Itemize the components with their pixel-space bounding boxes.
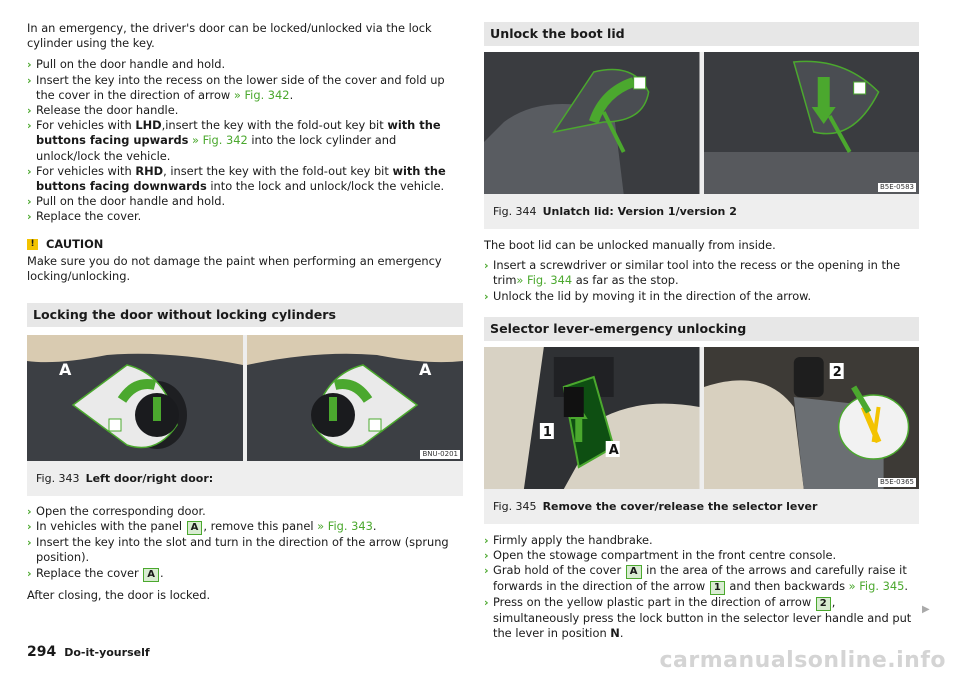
list-item: › Replace the cover. bbox=[27, 209, 142, 224]
page-footer bbox=[27, 644, 150, 660]
fig-link[interactable]: » Fig. 343 bbox=[317, 519, 373, 534]
selector-image-2 bbox=[704, 347, 920, 489]
section-heading: Unlock the boot lid bbox=[484, 22, 919, 46]
ref-a: A bbox=[626, 565, 642, 579]
door-right-image bbox=[247, 335, 463, 461]
selector-image-1 bbox=[484, 347, 700, 489]
list-item: › For vehicles with RHD, insert the key with the fold-out key bit with the buttons facing downwards into the lock and unlock/lock the vehicle. bbox=[27, 163, 446, 194]
figure-343 bbox=[27, 335, 463, 496]
ref-2: 2 bbox=[816, 597, 831, 611]
figure-345 bbox=[484, 347, 919, 524]
list-item: › For vehicles with LHD,insert the key with the fold-out key bit with the buttons facing upwards » Fig. 342 into the lock cylinder and unlock/lock the vehicle. bbox=[27, 118, 441, 163]
page-number: 294 bbox=[27, 644, 57, 660]
list-item: › Release the door handle. bbox=[27, 103, 179, 118]
continue-arrow-icon: ▶ bbox=[922, 604, 930, 615]
after-text: After closing, the door is locked. bbox=[27, 587, 211, 602]
figure-caption: Fig. 345 Remove the cover/release the selector lever bbox=[493, 499, 818, 513]
footer-section: Do-it-yourself bbox=[64, 646, 150, 659]
figure-code: BNU-0201 bbox=[422, 450, 458, 459]
list-item: › Grab hold of the cover A in the area of the arrows and carefully raise it forwards in the direction of the arrow 1 and then backwards » Fig. 345. bbox=[484, 563, 908, 594]
list-item: › Replace the cover A . bbox=[27, 565, 164, 580]
label-1: 1 bbox=[542, 424, 552, 440]
list-item: › Press on the yellow plastic part in the direction of arrow 2 , simultaneously press the lock button in the selector lever handle and put the lever in position N. bbox=[484, 595, 912, 641]
list-item: › In vehicles with the panel A , remove this panel » Fig. 343. bbox=[27, 519, 377, 534]
ref-a: A bbox=[143, 568, 159, 582]
section-heading: Selector lever-emergency unlocking bbox=[484, 317, 919, 341]
ref-1: 1 bbox=[710, 581, 725, 595]
caution-title: CAUTION bbox=[46, 236, 104, 251]
ref-a: A bbox=[187, 521, 203, 535]
fig-link[interactable]: » Fig. 342 bbox=[233, 87, 290, 102]
figure-code: B5E-0583 bbox=[879, 183, 914, 191]
list-item: › Firmly apply the handbrake. bbox=[484, 532, 653, 547]
label-a: A bbox=[59, 360, 72, 380]
watermark: carmanualsonline.info bbox=[659, 648, 946, 673]
boot-image-2 bbox=[704, 52, 920, 194]
list-item: › Insert the key into the recess on the lower side of the cover and fold up the cover in the direction of arrow » Fig. 342. bbox=[27, 72, 445, 102]
list-item: › Open the stowage compartment in the front centre console. bbox=[484, 548, 837, 563]
list-item: › Insert the key into the slot and turn in the direction of the arrow (sprung position). bbox=[27, 535, 449, 565]
boot-image-1 bbox=[484, 52, 700, 194]
figure-code: B5E-0365 bbox=[879, 477, 914, 486]
list-item: › Pull on the door handle and hold. bbox=[27, 57, 226, 72]
list-item: › Unlock the lid by moving it in the direction of the arrow. bbox=[484, 288, 812, 303]
label-a: A bbox=[419, 360, 432, 380]
section-heading: Locking the door without locking cylinders bbox=[27, 303, 463, 327]
fig-link[interactable]: » Fig. 342 bbox=[188, 133, 248, 148]
intro-text: In an emergency, the driver's door can be locked/unlocked via the lock cylinder using the key. bbox=[27, 21, 432, 51]
label-a: A bbox=[608, 442, 619, 458]
fig-link[interactable]: » Fig. 345 bbox=[848, 579, 905, 594]
left-column bbox=[27, 0, 463, 603]
caution-block bbox=[27, 237, 463, 284]
figure-caption: Fig. 344 Unlatch lid: Version 1/version 2 bbox=[493, 205, 737, 218]
caution-text: Make sure you do not damage the paint when performing an emergency locking/unlocking. bbox=[27, 253, 442, 283]
boot-intro: The boot lid can be unlocked manually from inside. bbox=[484, 238, 776, 252]
fig-link[interactable]: » Fig. 344 bbox=[516, 273, 573, 288]
right-column bbox=[484, 0, 919, 642]
warning-icon: ! bbox=[27, 239, 38, 250]
figure-caption: Fig. 343 Left door/right door: bbox=[36, 472, 214, 486]
door-left-image bbox=[27, 335, 243, 461]
list-item: › Insert a screwdriver or similar tool into the recess or the opening in the trim» Fig. 344 as far as the stop. bbox=[484, 258, 901, 288]
figure-344 bbox=[484, 52, 919, 229]
list-item: › Open the corresponding door. bbox=[27, 504, 206, 519]
list-item: › Pull on the door handle and hold. bbox=[27, 194, 226, 209]
label-2: 2 bbox=[832, 364, 842, 380]
